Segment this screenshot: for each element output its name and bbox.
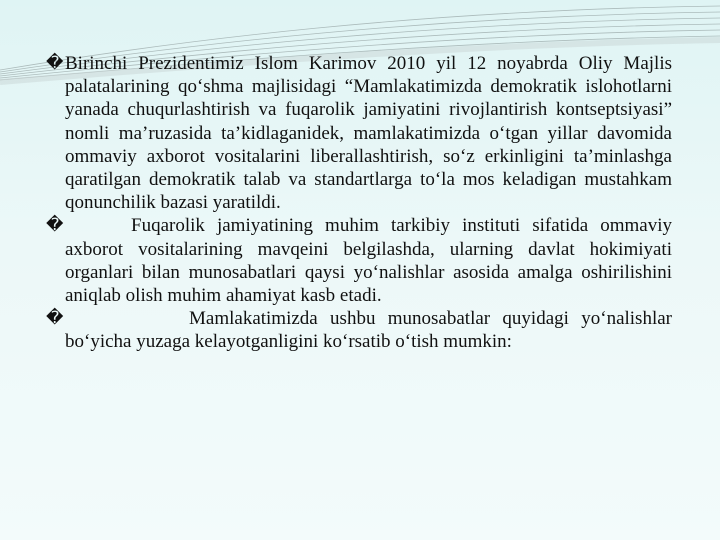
bullet-icon: �	[46, 308, 64, 329]
paragraph-1-text: Birinchi Prezidentimiz Islom Karimov 2010 yil 12 noyabrda Oliy Majlis palatalarining qo‘shma majlisidagi “Mamlakatimizda demokratik islohotlarni yanada chuqurlashtirish va fuqarolik jamiyatini rivojlantirish kontseptsiyasi” nomli ma’ruzasida ta’kidlaganidek, mamlakatimizda o‘tgan yillar davomida ommaviy axborot vositalarini liberallashtirish, so‘z erkinligini ta’minlashga qaratilgan demokratik talab va standartlarga to‘la mos keladigan mustahkam qonunchilik bazasi yaratildi.	[65, 53, 672, 214]
paragraph-2-text: Fuqarolik jamiyatining muhim tarkibiy instituti sifatida ommaviy axborot vositalarining mavqeini belgilashda, ularning davlat hokimiyati organlari bilan munosabatlari qaysi yo‘nalishlar asosida amalga oshirilishini aniqlab olish muhim ahamiyat kasb etadi.	[65, 215, 672, 307]
paragraph-3-text: Mamlakatimizda ushbu munosabatlar quyidagi yo‘nalishlar bo‘yicha yuzaga kelayotganligini ko‘rsatib o‘tish mumkin:	[65, 308, 672, 353]
bullet-icon: �	[46, 215, 64, 236]
text-body	[46, 52, 672, 354]
paragraph-3	[46, 307, 672, 353]
bullet-icon: �	[46, 53, 64, 73]
paragraph-1	[46, 52, 672, 214]
paragraph-2	[46, 214, 672, 307]
